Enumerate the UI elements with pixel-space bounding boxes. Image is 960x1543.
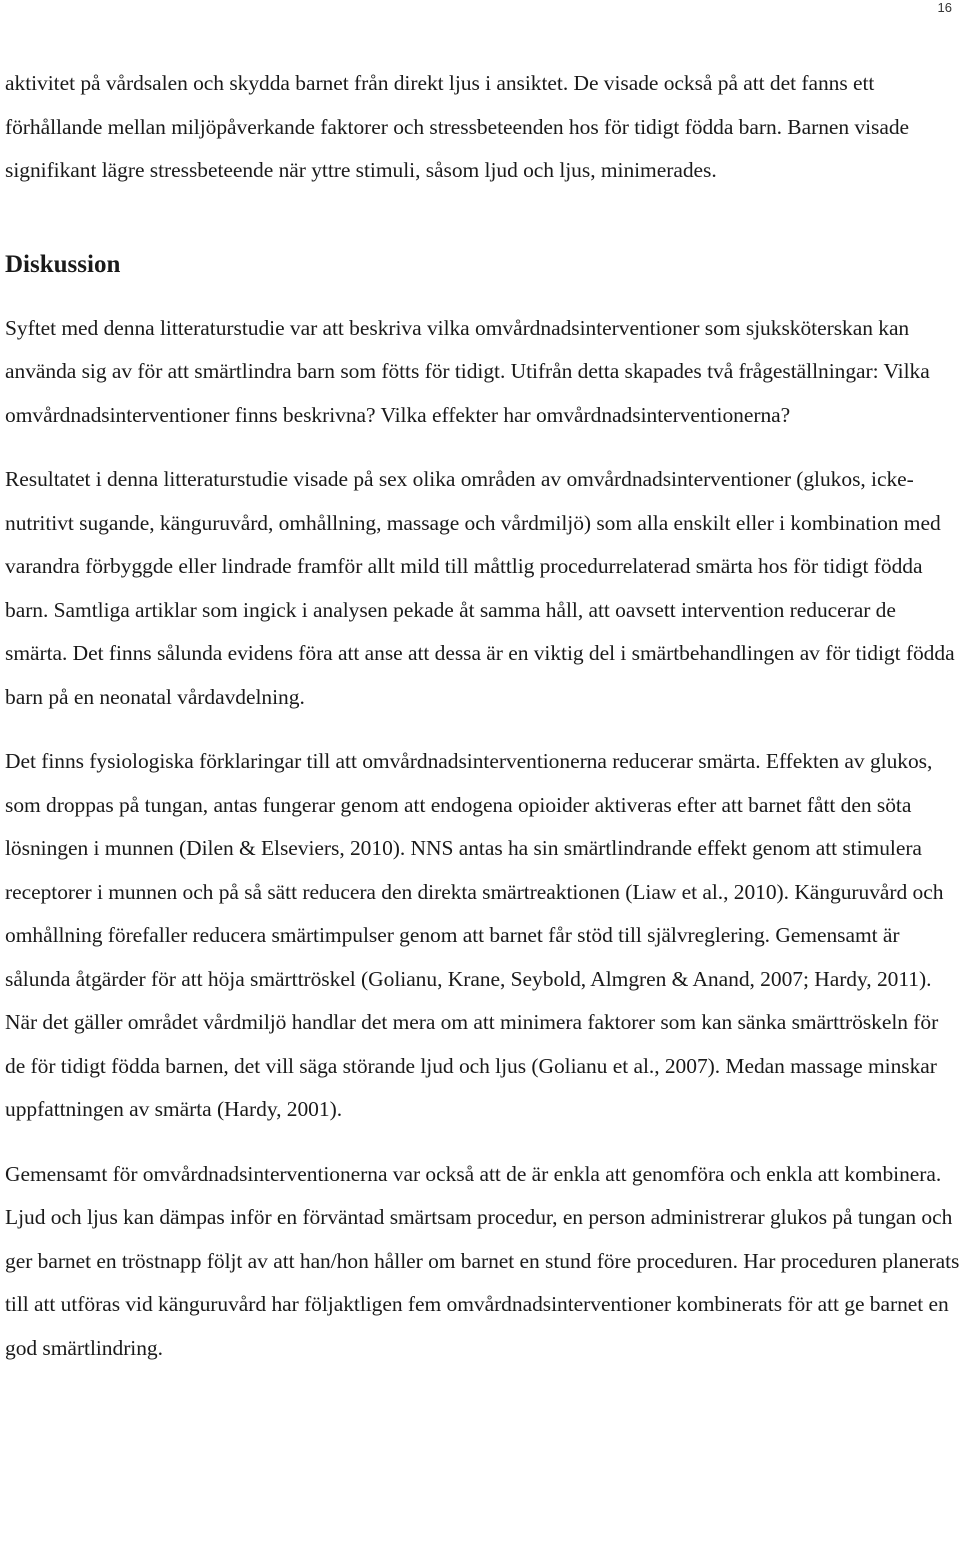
paragraph-common: Gemensamt för omvårdnadsinterventionerna var också att de är enkla att genomföra och enkla att kombinera. Ljud och ljus kan dämpas inför en förväntad smärtsam procedur, en person administrerar glukos på tungan och ger barnet en tröstnapp följt av att han/hon håller om barnet en stund före proceduren. Har proceduren planerats till att utföras vid känguruvård har följaktligen fem omvårdnadsinterventioner kombinerats för att ge barnet en god smärtlindring. <box>5 1161 960 1360</box>
document-body <box>5 62 960 1370</box>
section-heading: Diskussion <box>5 250 121 278</box>
paragraph-results: Resultatet i denna litteraturstudie visade på sex olika områden av omvårdnadsinterventioner (glukos, icke-nutritivt sugande, känguruvård, omhållning, massage och vårdmiljö) som alla enskilt eller i kombination med varandra förbyggde eller lindrade framför allt mild till måttlig procedurrelaterad smärta hos för tidigt födda barn. Samtliga artiklar som ingick i analysen pekade åt samma håll, att oavsett intervention reducerar de smärta. Det finns sålunda evidens föra att anse att dessa är en viktig del i smärtbehandlingen av för tidigt födda barn på en neonatal vårdavdelning. <box>5 467 955 709</box>
paragraph-physiology: Det finns fysiologiska förklaringar till att omvårdnadsinterventionerna reducerar smärta. Effekten av glukos, som droppas på tungan, antas fungerar genom att endogena opioider aktiveras efter att barnet fått den söta lösningen i munnen (Dilen & Elseviers, 2010). NNS antas ha sin smärtlindrande effekt genom att stimulera receptorer i munnen och på så sätt reducera den direkta smärtreaktionen (Liaw et al., 2010). Känguruvård och omhållning förefaller reducera smärtimpulser genom att barnet får stöd till självreglering. Gemensamt är sålunda åtgärder för att höja smärttröskel (Golianu, Krane, Seybold, Almgren & Anand, 2007; Hardy, 2011). När det gäller området vårdmiljö handlar det mera om att minimera faktorer som kan sänka smärttröskeln för de för tidigt födda barnen, det vill säga störande ljud och ljus (Golianu et al., 2007). Medan massage minskar uppfattningen av smärta (Hardy, 2001). <box>5 749 944 1121</box>
intro-paragraph: aktivitet på vårdsalen och skydda barnet från direkt ljus i ansiktet. De visade också på att det fanns ett förhållande mellan miljöpåverkande faktorer och stressbeteenden hos för tidigt födda barn. Barnen visade signifikant lägre stressbeteende när yttre stimuli, såsom ljud och ljus, minimerades. <box>5 71 910 182</box>
page-number: 16 <box>937 0 952 15</box>
paragraph-aim: Syftet med denna litteraturstudie var att beskriva vilka omvårdnadsinterventioner som sjuksköterskan kan använda sig av för att smärtlindra barn som fötts för tidigt. Utifrån detta skapades två frågeställningar: Vilka omvårdnadsinterventioner finns beskrivna? Vilka effekter har omvårdnadsinterventionerna? <box>5 315 930 427</box>
